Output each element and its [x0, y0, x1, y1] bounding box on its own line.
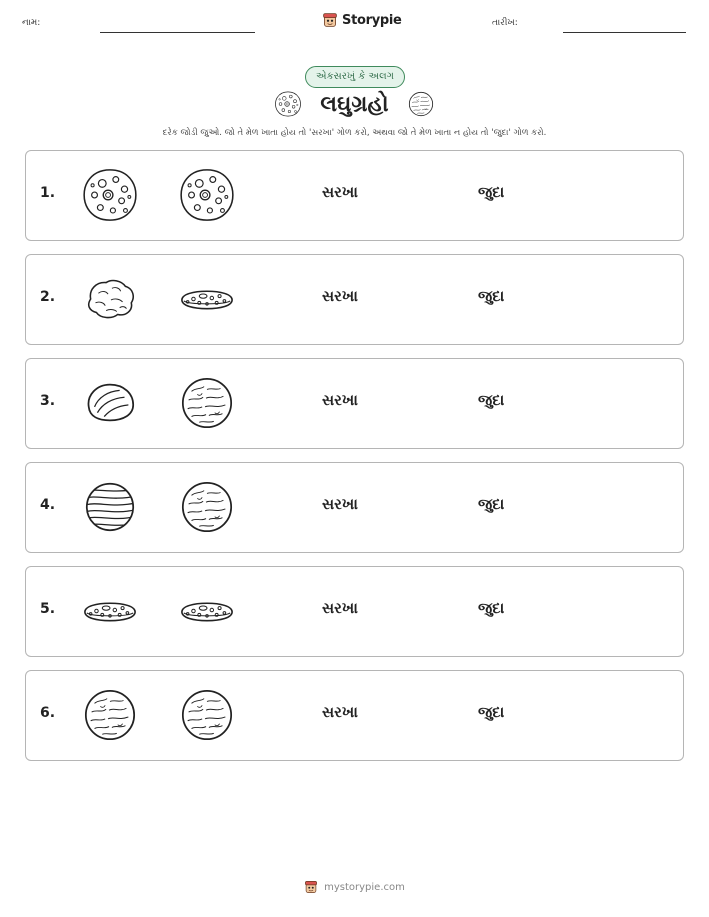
cratered-round-asteroid-icon — [178, 166, 236, 224]
footer — [0, 880, 709, 894]
striped-planet-asteroid-icon — [81, 478, 139, 536]
round-textured-asteroid-icon — [178, 478, 236, 536]
question-row — [25, 358, 684, 449]
round-textured-asteroid-icon — [178, 686, 236, 744]
storypie-mascot-icon — [322, 12, 338, 28]
same-option[interactable]: સરખા — [322, 287, 358, 305]
name-line[interactable] — [100, 32, 255, 33]
topic-badge: એકસરખું કે અલગ — [305, 66, 405, 88]
question-number: 4. — [40, 497, 56, 513]
flat-cratered-asteroid-icon — [178, 582, 236, 640]
question-row — [25, 670, 684, 761]
different-option[interactable]: જુદા — [478, 287, 505, 305]
same-option[interactable]: સરખા — [322, 599, 358, 617]
different-option[interactable]: જુદા — [478, 599, 505, 617]
title-row — [0, 90, 709, 118]
different-option[interactable]: જુદા — [478, 183, 505, 201]
flat-cratered-asteroid-icon — [178, 270, 236, 328]
different-option[interactable]: જુદા — [478, 495, 505, 513]
same-option[interactable]: સરખા — [322, 391, 358, 409]
same-option[interactable]: સરખા — [322, 495, 358, 513]
asteroid-icon — [274, 90, 302, 118]
storypie-mascot-icon — [304, 880, 318, 894]
name-label: નામ: — [22, 18, 41, 28]
page-title: લઘુગ્રહો — [320, 91, 389, 117]
question-row — [25, 150, 684, 241]
egg-swirl-asteroid-icon — [81, 374, 139, 432]
same-option[interactable]: સરખા — [322, 183, 358, 201]
different-option[interactable]: જુદા — [478, 391, 505, 409]
lumpy-asteroid-icon — [81, 270, 139, 328]
question-number: 6. — [40, 705, 56, 721]
brand-logo — [322, 12, 402, 28]
asteroid-icon — [407, 90, 435, 118]
different-option[interactable]: જુદા — [478, 703, 505, 721]
date-line[interactable] — [563, 32, 686, 33]
footer-url[interactable]: mystorypie.com — [324, 881, 405, 893]
same-option[interactable]: સરખા — [322, 703, 358, 721]
round-textured-asteroid-icon — [81, 686, 139, 744]
question-row — [25, 254, 684, 345]
flat-cratered-asteroid-icon — [81, 582, 139, 640]
question-number: 3. — [40, 393, 56, 409]
round-textured-asteroid-icon — [178, 374, 236, 432]
date-label: તારીખ: — [492, 18, 518, 28]
question-number: 1. — [40, 185, 56, 201]
question-row — [25, 566, 684, 657]
brand-name: Storypie — [342, 12, 402, 28]
cratered-round-asteroid-icon — [81, 166, 139, 224]
question-number: 2. — [40, 289, 56, 305]
question-number: 5. — [40, 601, 56, 617]
instructions: દરેક જોડી જુઓ. જો તે મેળ ખાતા હોય તો 'સરખા' ગોળ કરો, અથવા જો તે મેળ ખાતા ન હોય તો 'જુદા' ગોળ કરો. — [162, 128, 547, 138]
question-row — [25, 462, 684, 553]
